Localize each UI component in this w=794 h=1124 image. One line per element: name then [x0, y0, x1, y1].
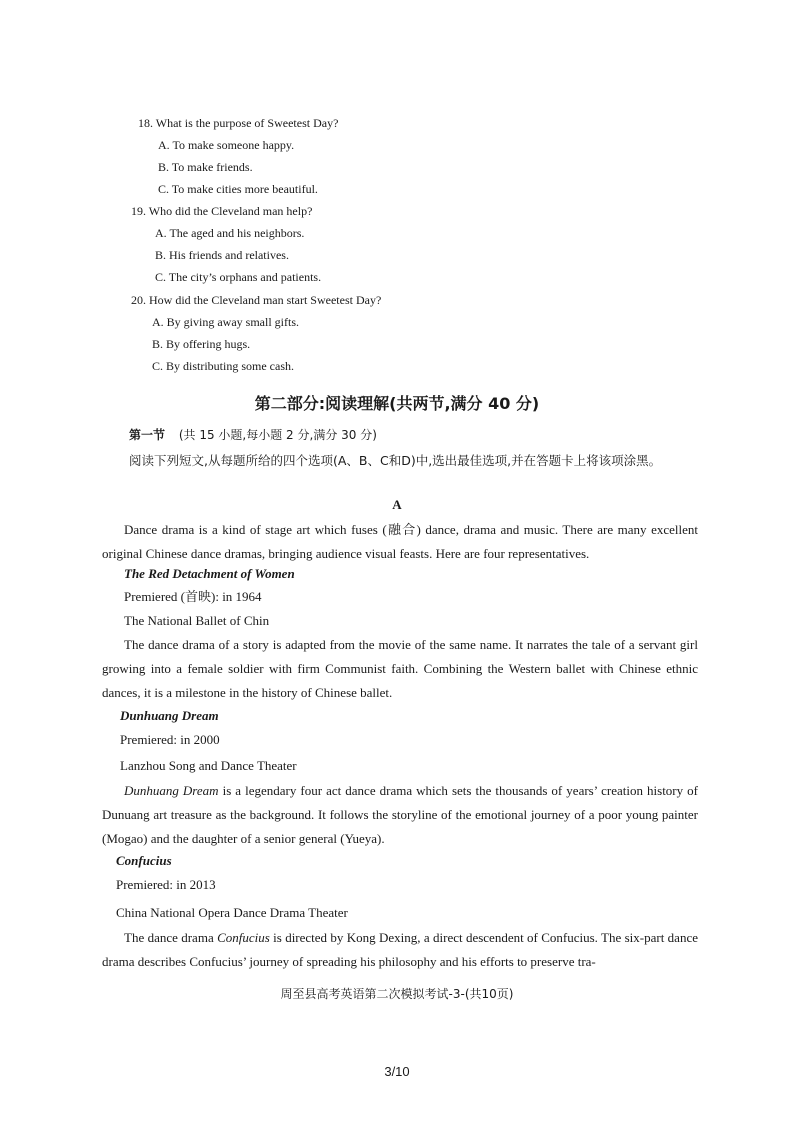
page-footer: 周至县高考英语第二次模拟考试-3-(共10页) [280, 987, 514, 1001]
option-19a: A. The aged and his neighbors. [155, 226, 305, 240]
item-desc-confucius [102, 926, 698, 974]
item-desc-pre-confucius: The dance drama [124, 930, 218, 945]
item-company-dunhuang: Lanzhou Song and Dance Theater [120, 758, 297, 773]
item-desc-title-confucius: Confucius [217, 930, 270, 945]
section-one-heading [129, 426, 377, 443]
item-desc-dunhuang [102, 779, 698, 851]
item-premiered-dunhuang: Premiered: in 2000 [120, 732, 220, 747]
item-desc-title-dunhuang: Dunhuang Dream [124, 783, 219, 798]
option-20a: A. By giving away small gifts. [152, 315, 299, 329]
item-desc-red-detachment: The dance drama of a story is adapted from the movie of the same name. It narrates the tale of a servant girl growing into a female soldier with firm Communist faith. Combining the Western ballet with Chinese ethnic dances, it is a milestone in the history of Chinese ballet. [102, 637, 698, 700]
instructions: 阅读下列短文,从每题所给的四个选项(A、B、C和D)中,选出最佳选项,并在答题卡上将该项涂黑。 [129, 453, 662, 468]
option-19c: C. The city’s orphans and patients. [155, 270, 322, 284]
part-two-title: 第二部分:阅读理解(共两节,满分 40 分) [254, 394, 540, 413]
item-title-confucius: Confucius [116, 853, 172, 868]
item-premiered-red-detachment: Premiered (首映): in 1964 [124, 589, 262, 604]
option-20c: C. By distributing some cash. [152, 359, 294, 373]
item-company-red-detachment: The National Ballet of Chin [124, 613, 270, 628]
option-18a: A. To make someone happy. [158, 138, 295, 152]
section-label: 第一节 [129, 428, 166, 442]
passage-letter: A [392, 497, 402, 512]
item-desc-text-confucius: is directed by Kong Dexing, a direct descendent of Confucius. The six-part dance drama describes Confucius’ journey of spreading his philosophy and his efforts to preserve tra- [102, 930, 698, 969]
item-title-red-detachment: The Red Detachment of Women [124, 566, 295, 581]
passage-intro: Dance drama is a kind of stage art which fuses (融合) dance, drama and music. There are many excellent original Chinese dance dramas, bringing audience visual feasts. Here are four representatives. [102, 522, 698, 561]
question-19: 19. Who did the Cleveland man help? [131, 204, 313, 218]
section-info: (共 15 小题,每小题 2 分,满分 30 分) [178, 428, 377, 442]
item-company-confucius: China National Opera Dance Drama Theater [116, 905, 348, 920]
question-18: 18. What is the purpose of Sweetest Day? [138, 116, 339, 130]
option-20b: B. By offering hugs. [152, 337, 251, 351]
item-premiered-confucius: Premiered: in 2013 [116, 877, 216, 892]
item-desc-text-dunhuang: is a legendary four act dance drama which sets the thousands of years’ creation history of Dunuang art treasure as the background. It follows the storyline of the emotional journey of a poor young painter (Mogao) and the daughter of a senior general (Yueya). [102, 783, 699, 846]
item-title-dunhuang: Dunhuang Dream [120, 708, 219, 723]
option-18b: B. To make friends. [158, 160, 253, 174]
option-18c: C. To make cities more beautiful. [158, 182, 318, 196]
question-20: 20. How did the Cleveland man start Sweetest Day? [131, 293, 382, 307]
option-19b: B. His friends and relatives. [155, 248, 289, 262]
page-number: 3/10 [384, 1064, 410, 1079]
